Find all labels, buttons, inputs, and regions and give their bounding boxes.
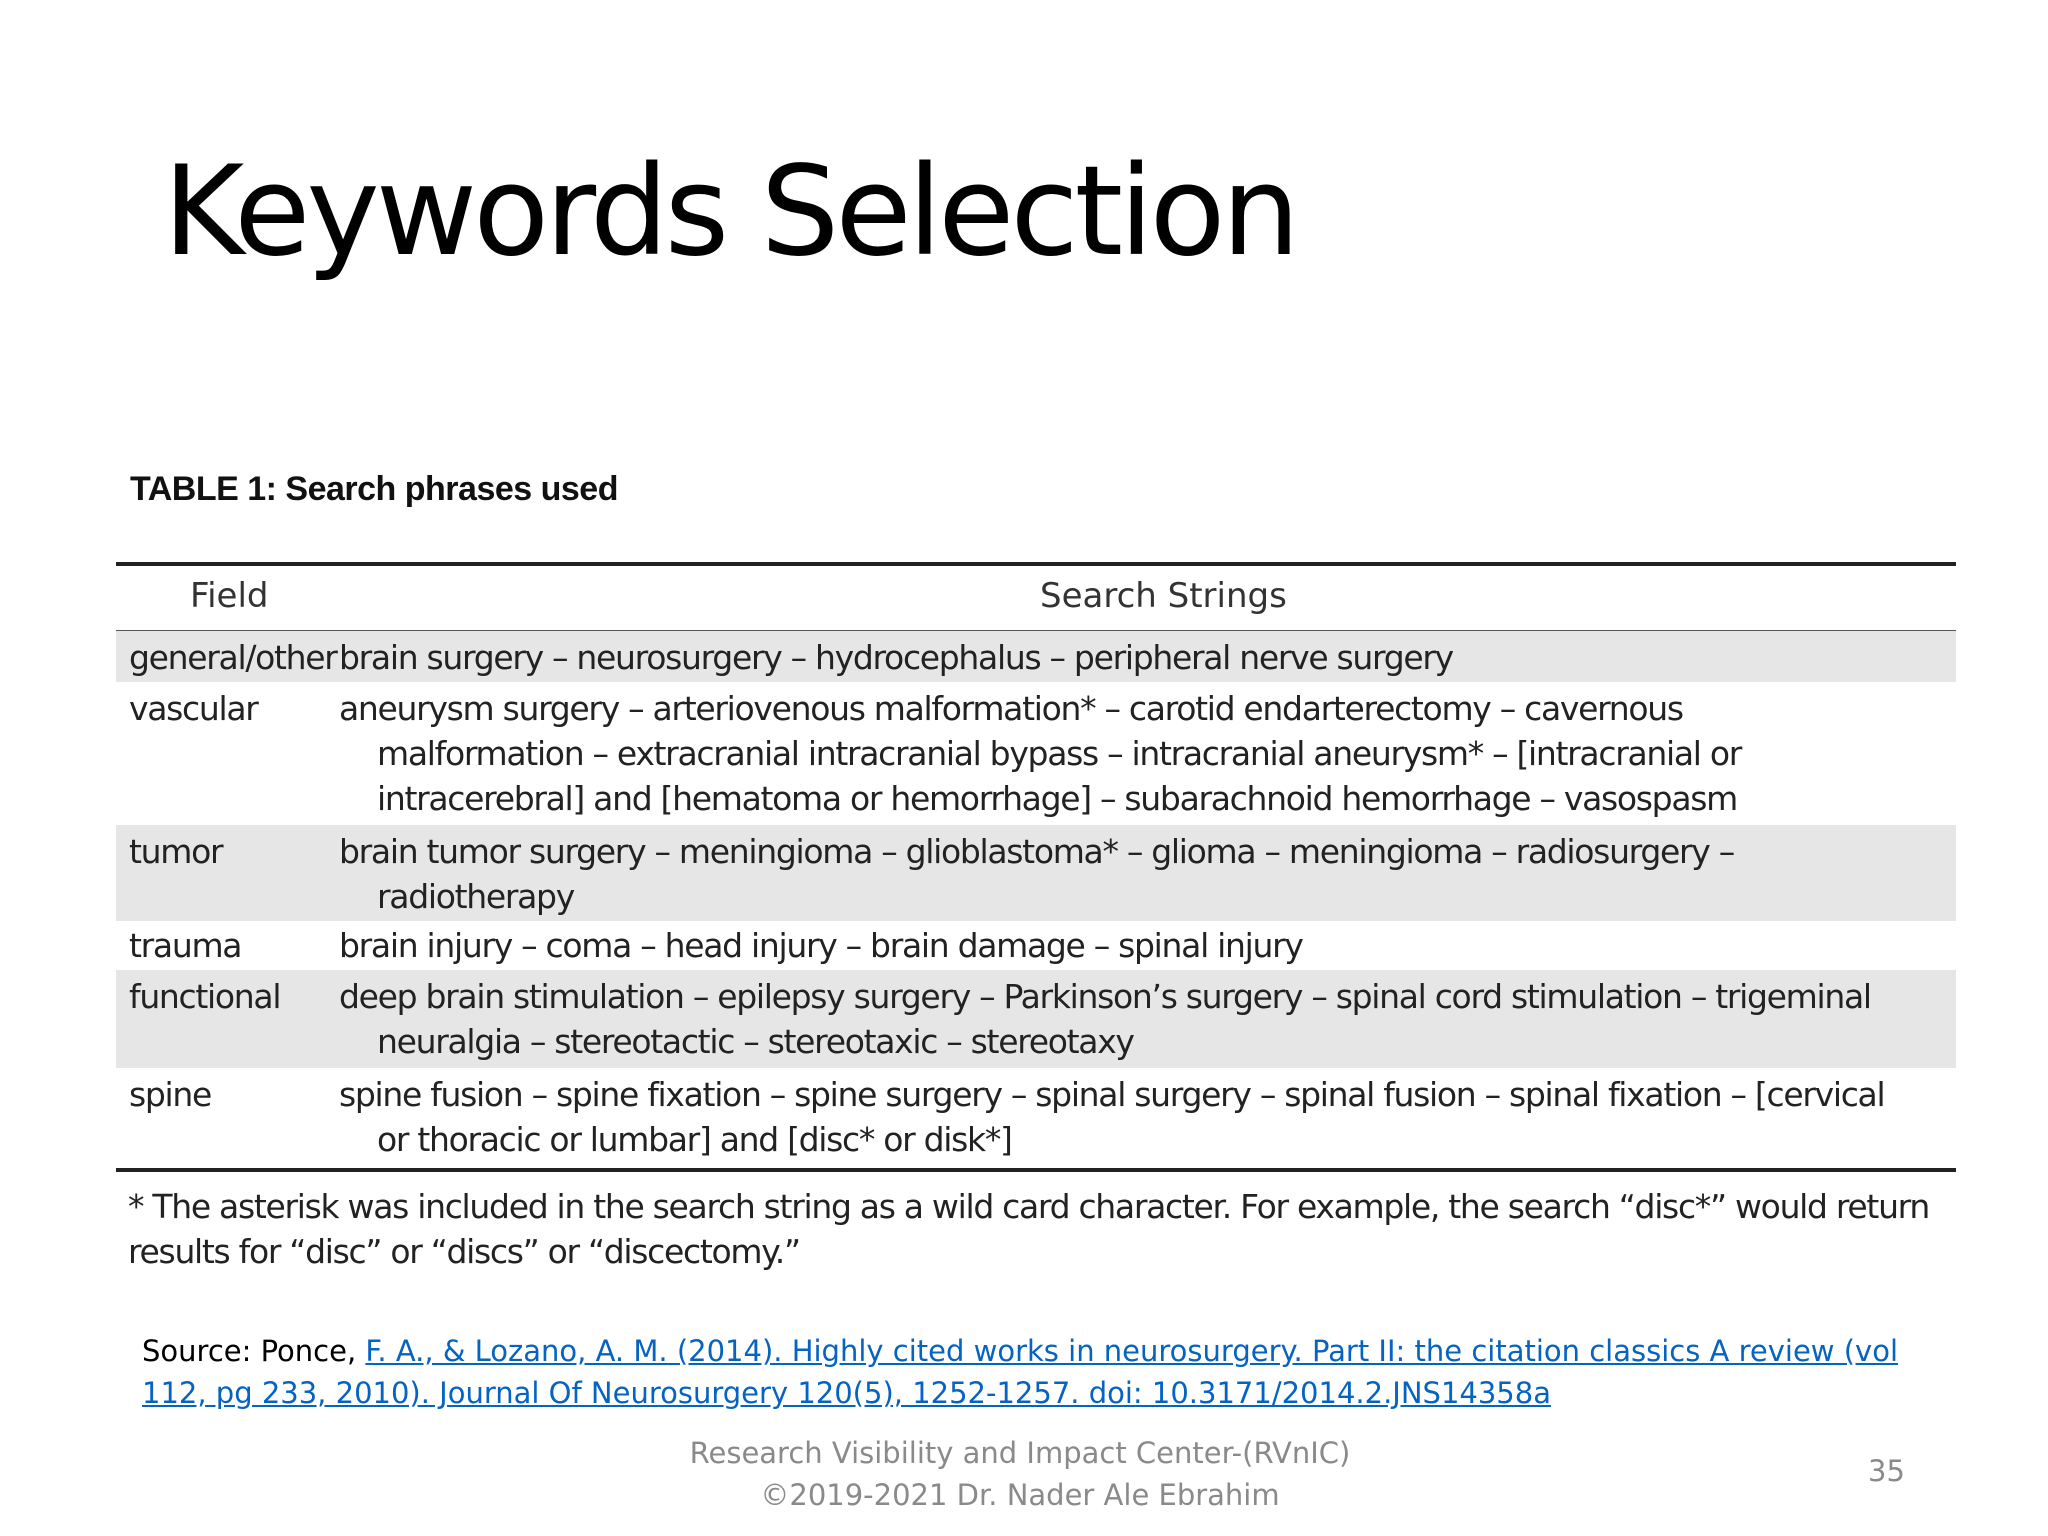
- row-strings-text: brain injury – coma – head injury – brain damage – spinal injury: [339, 926, 1303, 965]
- row-field: tumor: [129, 832, 223, 871]
- table-row: [116, 631, 1956, 682]
- row-strings: [339, 1072, 1889, 1162]
- footer-line-2: ©2019-2021 Dr. Nader Ale Ebrahim: [760, 1478, 1280, 1512]
- footer-line-1: Research Visibility and Impact Center-(RVnIC): [689, 1436, 1351, 1470]
- page-number: 35: [1868, 1454, 1905, 1488]
- table-row: [116, 682, 1956, 825]
- row-strings: [339, 686, 1889, 821]
- row-strings: [339, 974, 1889, 1064]
- row-field: vascular: [129, 689, 258, 728]
- row-strings-text: spine fusion – spine fixation – spine surgery – spinal surgery – spinal fusion – spinal fixation – [cervical or thoracic or lumbar] and [disc* or disk*]: [339, 1075, 1885, 1159]
- header-field: Field: [190, 576, 269, 616]
- header-search-strings: Search Strings: [1040, 576, 1287, 616]
- search-phrases-table: [116, 562, 1956, 1172]
- row-field: functional: [129, 977, 281, 1016]
- row-field: spine: [129, 1075, 212, 1114]
- row-strings-text: aneurysm surgery – arteriovenous malformation* – carotid endarterectomy – cavernous malformation – extracranial intracranial bypass – intracranial aneurysm* – [intracranial or intracerebral] and [hematoma or hemorrhage] – subarachnoid hemorrhage – vasospasm: [339, 689, 1742, 818]
- table-footnote: * The asterisk was included in the search string as a wild card character. For example, the search “disc*” would return results for “disc” or “discs” or “discectomy.”: [128, 1187, 1929, 1271]
- table-row: [116, 921, 1956, 970]
- row-strings-text: brain tumor surgery – meningioma – glioblastoma* – glioma – meningioma – radiosurgery – radiotherapy: [339, 832, 1734, 916]
- table-caption: TABLE 1: Search phrases used: [130, 470, 618, 508]
- source-prefix: Source: Ponce,: [142, 1334, 366, 1368]
- row-strings: [339, 923, 1889, 968]
- row-strings-text: brain surgery – neurosurgery – hydrocephalus – peripheral nerve surgery: [339, 638, 1453, 677]
- footer: [660, 1432, 1380, 1516]
- row-field: general/other: [129, 638, 337, 677]
- slide-title: Keywords Selection: [163, 140, 1297, 284]
- source-link[interactable]: F. A., & Lozano, A. M. (2014). Highly cited works in neurosurgery. Part II: the citation classics A review (vol 112, pg 233, 2010). Journal Of Neurosurgery 120(5), 1252-1257. doi: 10.3171/2014.2.JNS14358a: [142, 1334, 1899, 1410]
- row-strings: [339, 635, 1889, 680]
- table-row: [116, 825, 1956, 921]
- source-citation: [142, 1330, 1962, 1414]
- table-row: [116, 1068, 1956, 1168]
- table-header: [116, 566, 1956, 631]
- row-strings: [339, 829, 1889, 919]
- table-row: [116, 970, 1956, 1068]
- row-field: trauma: [129, 926, 242, 965]
- row-strings-text: deep brain stimulation – epilepsy surgery – Parkinson’s surgery – spinal cord stimulation – trigeminal neuralgia – stereotactic – stereotaxic – stereotaxy: [339, 977, 1871, 1061]
